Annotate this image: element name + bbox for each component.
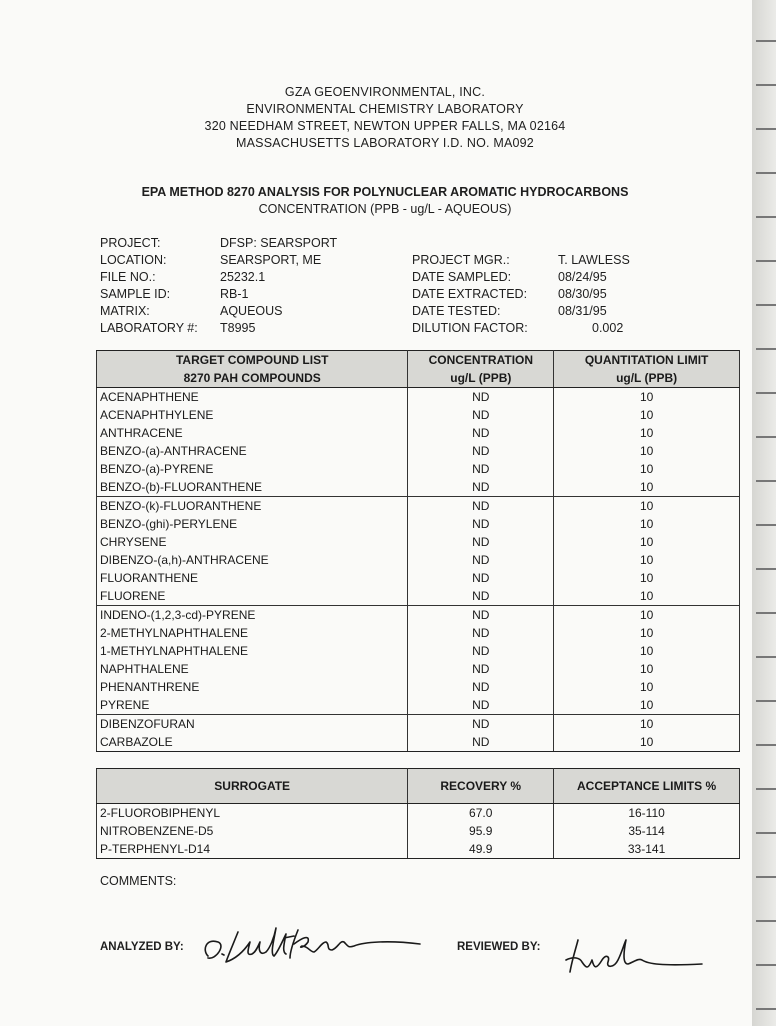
concentration-cell: ND — [408, 497, 554, 516]
acceptance-limits-cell: 35-114 — [554, 822, 740, 840]
quantitation-limit-cell: 10 — [554, 660, 740, 678]
compound-name-cell: NAPHTHALENE — [97, 660, 408, 678]
quantitation-limit-cell: 10 — [554, 569, 740, 587]
info-dilution-factor — [412, 320, 630, 337]
info-label: PROJECT MGR.: — [412, 253, 510, 267]
info-label: MATRIX: — [100, 304, 150, 318]
concentration-cell: ND — [408, 515, 554, 533]
quantitation-limit-cell: 10 — [554, 606, 740, 625]
concentration-cell: ND — [408, 642, 554, 660]
info-file-no — [100, 269, 337, 286]
info-location — [100, 252, 337, 269]
info-value: T. LAWLESS — [558, 253, 630, 267]
info-value: RB-1 — [220, 287, 249, 301]
compounds-header-row — [97, 351, 740, 388]
concentration-cell: ND — [408, 587, 554, 606]
quantitation-limit-cell: 10 — [554, 442, 740, 460]
info-value: SEARSPORT, ME — [220, 253, 322, 267]
binder-tick — [756, 348, 776, 350]
concentration-cell: ND — [408, 606, 554, 625]
quantitation-limit-cell: 10 — [554, 696, 740, 715]
compound-name-cell: ACENAPHTHYLENE — [97, 406, 408, 424]
table-row — [97, 733, 740, 752]
table-row — [97, 533, 740, 551]
table-row — [97, 587, 740, 606]
table-row — [97, 551, 740, 569]
info-label: DATE TESTED: — [412, 304, 501, 318]
info-label: FILE NO.: — [100, 270, 156, 284]
report-subtitle: CONCENTRATION (PPB - ug/L - AQUEOUS) — [258, 202, 512, 216]
compound-name-cell: 1-METHYLNAPHTHALENE — [97, 642, 408, 660]
binder-tick — [756, 128, 776, 130]
concentration-cell: ND — [408, 569, 554, 587]
concentration-cell: ND — [408, 715, 554, 734]
compound-name-cell: DIBENZO-(a,h)-ANTHRACENE — [97, 551, 408, 569]
lab-id: MASSACHUSETTS LABORATORY I.D. NO. MA092 — [236, 136, 534, 150]
table-row — [97, 406, 740, 424]
compound-name-cell: CARBAZOLE — [97, 733, 408, 752]
info-label: DATE SAMPLED: — [412, 270, 512, 284]
quantitation-limit-cell: 10 — [554, 587, 740, 606]
surrogate-name-cell: P-TERPHENYL-D14 — [97, 840, 408, 859]
table-row — [97, 804, 740, 823]
binder-tick — [756, 964, 776, 966]
sample-info-right — [412, 252, 630, 337]
table-row — [97, 497, 740, 516]
info-value: AQUEOUS — [220, 304, 283, 318]
concentration-cell: ND — [408, 533, 554, 551]
letterhead — [0, 84, 752, 152]
table-row — [97, 460, 740, 478]
info-label: DATE EXTRACTED: — [412, 287, 528, 301]
binder-tick — [756, 612, 776, 614]
binder-tick — [756, 172, 776, 174]
acceptance-limits-cell: 33-141 — [554, 840, 740, 859]
report-title-block — [0, 184, 752, 218]
quantitation-limit-cell: 10 — [554, 733, 740, 752]
binder-tick — [756, 304, 776, 306]
compound-name-cell: ACENAPHTHENE — [97, 388, 408, 407]
info-label: DILUTION FACTOR: — [412, 321, 528, 335]
quantitation-limit-cell: 10 — [554, 642, 740, 660]
sample-info-left — [100, 235, 337, 337]
compound-name-cell: FLUORENE — [97, 587, 408, 606]
info-value: 0.002 — [592, 321, 624, 335]
col-header-acceptance-limits: ACCEPTANCE LIMITS % — [554, 769, 740, 804]
table-row — [97, 624, 740, 642]
info-value: 08/30/95 — [558, 287, 607, 301]
table-row — [97, 515, 740, 533]
binder-tick — [756, 84, 776, 86]
compound-name-cell: PYRENE — [97, 696, 408, 715]
info-value: 25232.1 — [220, 270, 266, 284]
compound-name-cell: BENZO-(ghi)-PERYLENE — [97, 515, 408, 533]
analyzed-by-label: ANALYZED BY: — [100, 941, 184, 953]
quantitation-limit-cell: 10 — [554, 478, 740, 497]
info-label: PROJECT: — [100, 236, 161, 250]
binder-tick — [756, 920, 776, 922]
concentration-cell: ND — [408, 696, 554, 715]
info-project-mgr — [412, 252, 630, 269]
compound-name-cell: FLUORANTHENE — [97, 569, 408, 587]
compound-name-cell: DIBENZOFURAN — [97, 715, 408, 734]
info-date-sampled — [412, 269, 630, 286]
surrogate-header-row — [97, 769, 740, 804]
binder-tick — [756, 656, 776, 658]
surrogate-name-cell: 2-FLUOROBIPHENYL — [97, 804, 408, 823]
binder-tick — [756, 876, 776, 878]
concentration-cell: ND — [408, 733, 554, 752]
quantitation-limit-cell: 10 — [554, 388, 740, 407]
binder-tick — [756, 788, 776, 790]
col-header-recovery: RECOVERY % — [408, 769, 554, 804]
table-row — [97, 696, 740, 715]
compound-name-cell: PHENANTHRENE — [97, 678, 408, 696]
binder-tick — [756, 568, 776, 570]
binder-tick — [756, 744, 776, 746]
table-row — [97, 642, 740, 660]
concentration-cell: ND — [408, 424, 554, 442]
table-row — [97, 660, 740, 678]
info-date-tested — [412, 303, 630, 320]
info-project — [100, 235, 337, 252]
info-value: T8995 — [220, 321, 256, 335]
compound-name-cell: 2-METHYLNAPHTHALENE — [97, 624, 408, 642]
binder-tick — [756, 1008, 776, 1010]
reviewed-by-label: REVIEWED BY: — [457, 941, 541, 953]
compound-name-cell: BENZO-(a)-PYRENE — [97, 460, 408, 478]
concentration-cell: ND — [408, 406, 554, 424]
quantitation-limit-cell: 10 — [554, 406, 740, 424]
quantitation-limit-cell: 10 — [554, 533, 740, 551]
info-label: LABORATORY #: — [100, 321, 198, 335]
col-header-quantitation-limit: QUANTITATION LIMIT ug/L (PPB) — [554, 351, 740, 388]
quantitation-limit-cell: 10 — [554, 460, 740, 478]
compound-name-cell: INDENO-(1,2,3-cd)-PYRENE — [97, 606, 408, 625]
concentration-cell: ND — [408, 442, 554, 460]
concentration-cell: ND — [408, 551, 554, 569]
table-row — [97, 678, 740, 696]
compound-name-cell: BENZO-(a)-ANTHRACENE — [97, 442, 408, 460]
recovery-cell: 67.0 — [408, 804, 554, 823]
analyst-signature — [198, 912, 428, 972]
info-value: DFSP: SEARSPORT — [220, 236, 338, 250]
concentration-cell: ND — [408, 624, 554, 642]
acceptance-limits-cell: 16-110 — [554, 804, 740, 823]
info-lab-number — [100, 320, 337, 337]
compounds-table — [96, 350, 740, 752]
concentration-cell: ND — [408, 388, 554, 407]
compound-name-cell: BENZO-(k)-FLUORANTHENE — [97, 497, 408, 516]
surrogate-name-cell: NITROBENZENE-D5 — [97, 822, 408, 840]
table-row — [97, 388, 740, 407]
binder-tick — [756, 392, 776, 394]
binder-tick — [756, 524, 776, 526]
compounds-table-body — [97, 388, 740, 752]
table-row — [97, 569, 740, 587]
binder-tick — [756, 480, 776, 482]
info-value: 08/31/95 — [558, 304, 607, 318]
binder-tick — [756, 700, 776, 702]
table-row — [97, 442, 740, 460]
col-header-concentration: CONCENTRATION ug/L (PPB) — [408, 351, 554, 388]
compound-name-cell: BENZO-(b)-FLUORANTHENE — [97, 478, 408, 497]
table-row — [97, 424, 740, 442]
compound-name-cell: CHRYSENE — [97, 533, 408, 551]
binder-tick — [756, 40, 776, 42]
col-header-surrogate: SURROGATE — [97, 769, 408, 804]
concentration-cell: ND — [408, 660, 554, 678]
info-date-extracted — [412, 286, 630, 303]
surrogate-table — [96, 768, 740, 859]
info-label: SAMPLE ID: — [100, 287, 171, 301]
reviewer-signature — [562, 930, 712, 980]
table-row — [97, 606, 740, 625]
report-title: EPA METHOD 8270 ANALYSIS FOR POLYNUCLEAR AROMATIC HYDROCARBONS — [141, 185, 629, 199]
company-name: GZA GEOENVIRONMENTAL, INC. — [284, 85, 486, 99]
table-row — [97, 715, 740, 734]
binder-tick — [756, 260, 776, 262]
info-value: 08/24/95 — [558, 270, 607, 284]
binder-tick — [756, 832, 776, 834]
quantitation-limit-cell: 10 — [554, 715, 740, 734]
binder-tick — [756, 436, 776, 438]
binder-edge — [752, 0, 776, 1026]
quantitation-limit-cell: 10 — [554, 497, 740, 516]
col-header-compound: TARGET COMPOUND LIST 8270 PAH COMPOUNDS — [97, 351, 408, 388]
lab-address: 320 NEEDHAM STREET, NEWTON UPPER FALLS, MA 02164 — [204, 119, 566, 133]
lab-name: ENVIRONMENTAL CHEMISTRY LABORATORY — [246, 102, 524, 116]
info-sample-id — [100, 286, 337, 303]
concentration-cell: ND — [408, 678, 554, 696]
info-matrix — [100, 303, 337, 320]
quantitation-limit-cell: 10 — [554, 678, 740, 696]
binder-tick — [756, 216, 776, 218]
recovery-cell: 49.9 — [408, 840, 554, 859]
quantitation-limit-cell: 10 — [554, 515, 740, 533]
quantitation-limit-cell: 10 — [554, 624, 740, 642]
table-row — [97, 840, 740, 859]
compound-name-cell: ANTHRACENE — [97, 424, 408, 442]
comments-label: COMMENTS: — [100, 874, 177, 888]
table-row — [97, 822, 740, 840]
table-row — [97, 478, 740, 497]
concentration-cell: ND — [408, 478, 554, 497]
info-label: LOCATION: — [100, 253, 167, 267]
surrogate-table-body — [97, 804, 740, 859]
quantitation-limit-cell: 10 — [554, 424, 740, 442]
recovery-cell: 95.9 — [408, 822, 554, 840]
concentration-cell: ND — [408, 460, 554, 478]
quantitation-limit-cell: 10 — [554, 551, 740, 569]
